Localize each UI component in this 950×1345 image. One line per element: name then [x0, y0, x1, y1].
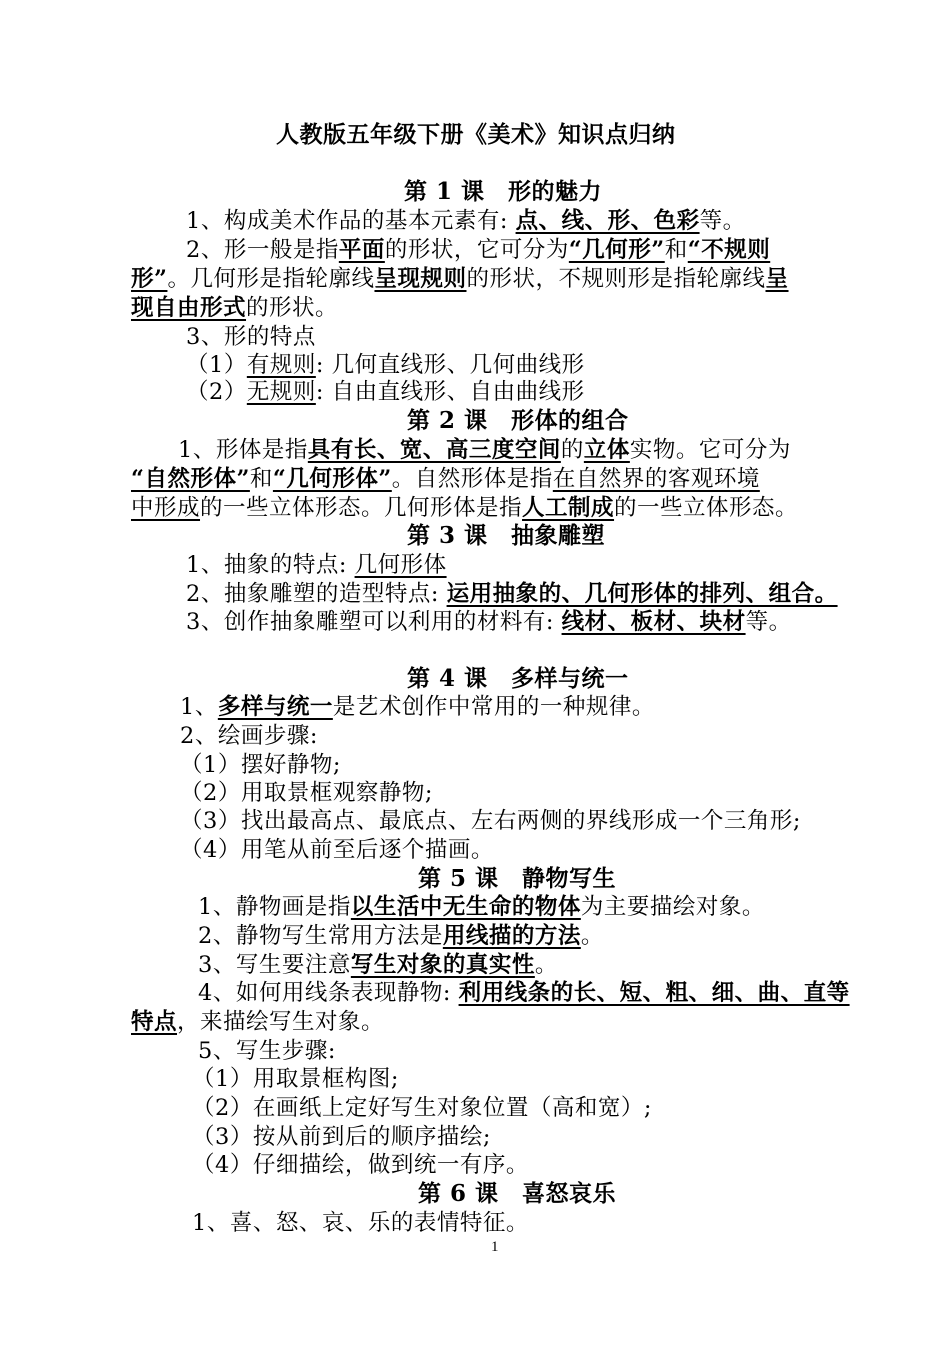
lesson-5-line-2	[198, 921, 604, 951]
text-run: （2）	[186, 379, 247, 405]
lesson-4-line-2	[180, 721, 318, 751]
text-run: 。	[580, 923, 604, 949]
text-run: 的形状。	[246, 295, 339, 321]
lesson-1-heading: 第 1 课 形的魅力	[404, 178, 603, 205]
key-term: 现自由形式	[131, 295, 247, 321]
lesson-5-line-7	[192, 1064, 399, 1094]
key-term: 特点	[131, 1009, 178, 1035]
key-term: 具有长、宽、高三度空间	[307, 437, 561, 463]
text-run: : 自由直线形、自由曲线形	[315, 379, 585, 405]
lesson-4-line-4	[180, 778, 433, 808]
key-term: 运用抽象的、几何形体的排列、组合。	[446, 581, 838, 607]
text-run: 实物。它可分为	[629, 437, 791, 463]
text-run: 的形状，不规则形是指轮廓线	[466, 266, 766, 292]
text-run: 1、喜、怒、哀、乐的表情特征。	[192, 1210, 529, 1236]
text-run: 2、绘画步骤:	[180, 723, 318, 749]
key-term: 人工制成	[522, 495, 615, 521]
text-run: 4、如何用线条表现静物:	[198, 980, 459, 1006]
lesson-4-line-3	[180, 750, 341, 780]
lesson-5-line-9	[192, 1122, 491, 1152]
key-term: “自然形体”	[131, 466, 250, 492]
lesson-4-line-6	[180, 835, 494, 865]
key-term: 多样与统一	[217, 694, 333, 720]
lesson-1-line-3	[131, 264, 789, 294]
key-term: 平面	[338, 237, 385, 263]
text-run: 1、形体是指	[178, 437, 308, 463]
lesson-5-line-10	[192, 1150, 529, 1180]
lesson-6-line-1	[192, 1208, 529, 1238]
underlined-term: 无规则	[246, 379, 316, 405]
lesson-2-heading: 第 2 课 形体的组合	[407, 407, 629, 434]
text-run: （2）在画纸上定好写生对象位置（高和宽）;	[192, 1095, 652, 1121]
text-run: : 几何直线形、几何曲线形	[315, 352, 585, 378]
text-run: 2、静物写生常用方法是	[198, 923, 443, 949]
lesson-6-heading: 第 6 课 喜怒哀乐	[418, 1180, 617, 1207]
text-run: ，来描绘写生对象。	[177, 1009, 385, 1035]
key-term: 形”	[131, 266, 168, 292]
lesson-4-line-5	[180, 806, 801, 836]
text-run: 。几何形是指轮廓线	[167, 266, 375, 292]
page-number: 1	[491, 1239, 499, 1255]
text-run: 1、构成美术作品的基本元素有:	[186, 208, 516, 234]
text-run: （3）找出最高点、最底点、左右两侧的界线形成一个三角形;	[180, 808, 801, 834]
text-run: 1、抽象的特点:	[186, 552, 355, 578]
text-run: 的一些立体形态。	[614, 495, 799, 521]
underlined-term: 中形成	[131, 495, 201, 521]
key-term: 线材、板材、块材	[561, 609, 746, 635]
text-run: （4）用笔从前至后逐个描画。	[180, 837, 494, 863]
text-run: 的形状，它可分为	[384, 237, 569, 263]
lesson-2-line-1	[178, 435, 791, 465]
lesson-1-line-7	[186, 377, 585, 407]
key-term: 利用线条的长、短、粗、细、曲、直等	[458, 980, 850, 1006]
lesson-4-line-1	[180, 692, 655, 722]
lesson-3-line-2	[186, 579, 838, 609]
text-run: 1、静物画是指	[198, 894, 351, 920]
lesson-1-line-4	[131, 293, 338, 323]
text-run: 的	[560, 437, 584, 463]
lesson-1-line-5	[186, 322, 316, 352]
key-term: 写生对象的真实性	[350, 952, 535, 978]
underlined-term: 几何形体	[354, 552, 447, 578]
underlined-term: 在自然界的客观环境	[552, 466, 760, 492]
lesson-5-heading: 第 5 课 静物写生	[418, 865, 617, 892]
lesson-5-line-8	[192, 1093, 652, 1123]
text-run: 为主要描绘对象。	[580, 894, 765, 920]
key-term: “几何形体”	[272, 466, 392, 492]
text-run: （1）	[186, 352, 247, 378]
text-run: 的一些立体形态。几何形体是指	[200, 495, 523, 521]
text-run: 3、写生要注意	[198, 952, 351, 978]
text-run: 等。	[699, 208, 746, 234]
lesson-1-line-6	[186, 350, 585, 380]
lesson-3-line-3	[186, 607, 792, 637]
lesson-5-line-1	[198, 892, 765, 922]
text-run: 是艺术创作中常用的一种规律。	[332, 694, 655, 720]
key-term: 以生活中无生命的物体	[350, 894, 581, 920]
underlined-term: 有规则	[246, 352, 316, 378]
text-run: 等。	[745, 609, 792, 635]
text-run: 3、创作抽象雕塑可以利用的材料有:	[186, 609, 562, 635]
text-run: （2）用取景框观察静物;	[180, 780, 433, 806]
text-run: 5、写生步骤:	[198, 1038, 336, 1064]
text-run: 3、形的特点	[186, 324, 316, 350]
text-run: 和	[664, 237, 688, 263]
text-run: 2、形一般是指	[186, 237, 339, 263]
text-run: 2、抽象雕塑的造型特点:	[186, 581, 447, 607]
key-term: 呈	[765, 266, 789, 292]
lesson-2-line-3	[131, 493, 798, 523]
text-run: （3）按从前到后的顺序描绘;	[192, 1124, 491, 1150]
lesson-1-line-1	[186, 206, 746, 236]
key-term: 点、线、形、色彩	[515, 208, 700, 234]
lesson-5-line-3	[198, 950, 558, 980]
key-term: “不规则	[687, 237, 771, 263]
text-run: （1）摆好静物;	[180, 752, 341, 778]
key-term: 用线描的方法	[442, 923, 581, 949]
key-term: “几何形”	[568, 237, 665, 263]
lesson-2-line-2	[131, 464, 760, 494]
text-run: 。自然形体是指	[391, 466, 553, 492]
lesson-5-line-4	[198, 978, 850, 1008]
document-title: 人教版五年级下册《美术》知识点归纳	[276, 121, 676, 148]
lesson-4-heading: 第 4 课 多样与统一	[407, 665, 629, 692]
lesson-3-heading: 第 3 课 抽象雕塑	[407, 522, 606, 549]
lesson-3-line-1	[186, 550, 447, 580]
lesson-1-line-2	[186, 235, 770, 265]
lesson-5-line-5	[131, 1007, 384, 1037]
key-term: 立体	[583, 437, 630, 463]
key-term: 呈现规则	[374, 266, 467, 292]
lesson-5-line-6	[198, 1036, 336, 1066]
text-run: 1、	[180, 694, 218, 720]
text-run: 。	[534, 952, 558, 978]
text-run: 和	[249, 466, 273, 492]
text-run: （1）用取景框构图;	[192, 1066, 399, 1092]
text-run: （4）仔细描绘，做到统一有序。	[192, 1152, 529, 1178]
